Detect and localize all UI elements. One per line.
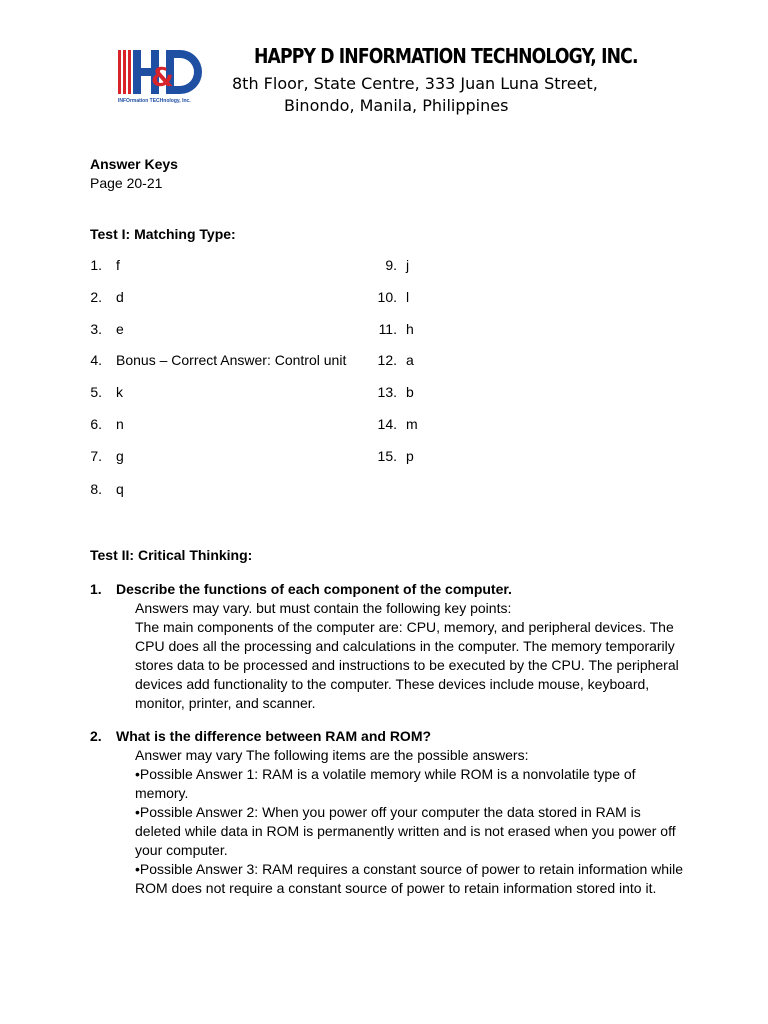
item-answer: q <box>116 481 124 497</box>
item-number: 14. <box>377 416 397 432</box>
item-answer: d <box>116 289 124 305</box>
item-number: 15. <box>377 448 397 464</box>
logo-tagline: INFOrmation TECHnology, Inc. <box>118 98 191 104</box>
item-number: 13. <box>377 384 397 400</box>
answer-line: memory. <box>135 785 189 801</box>
answer-line: monitor, printer, and scanner. <box>135 695 316 711</box>
address-line-1: 8th Floor, State Centre, 333 Juan Luna Street, <box>232 74 598 93</box>
company-logo <box>118 46 210 112</box>
answer-line: •Possible Answer 2: When you power off your computer the data stored in RAM is <box>135 804 641 820</box>
address-line-2: Binondo, Manila, Philippines <box>284 96 509 115</box>
test1-heading: Test I: Matching Type: <box>90 226 236 242</box>
item-answer: j <box>406 257 410 273</box>
q2-question: What is the difference between RAM and ROM? <box>116 728 432 744</box>
item-number: 12. <box>377 352 397 368</box>
item-answer: e <box>116 321 124 337</box>
item-number: 1. <box>90 257 102 273</box>
page-range: Page 20-21 <box>90 175 163 191</box>
item-number: 2. <box>90 289 102 305</box>
answer-line: ROM does not require a constant source of power to retain information stored into it. <box>135 880 657 896</box>
item-answer: h <box>406 321 414 337</box>
item-number: 9. <box>385 257 397 273</box>
item-answer: g <box>116 448 124 464</box>
item-number: 7. <box>90 448 102 464</box>
item-answer: k <box>116 384 123 400</box>
item-number: 11. <box>378 321 397 337</box>
answer-line: •Possible Answer 1: RAM is a volatile memory while ROM is a nonvolatile type of <box>135 766 636 782</box>
item-number: 8. <box>90 481 102 497</box>
q2-number: 2. <box>90 728 102 744</box>
item-number: 3. <box>90 321 102 337</box>
answer-line: your computer. <box>135 842 228 858</box>
item-answer: a <box>406 352 414 368</box>
answer-line: Answer may vary The following items are the possible answers: <box>135 747 529 763</box>
doc-title: Answer Keys <box>90 156 178 172</box>
item-answer: p <box>406 448 414 464</box>
q1-number: 1. <box>90 581 102 597</box>
q2-answer <box>135 746 695 898</box>
q1-question: Describe the functions of each component of the computer. <box>116 581 512 597</box>
item-answer: l <box>406 289 410 305</box>
item-answer: Bonus – Correct Answer: Control unit <box>116 352 347 368</box>
answer-line: Answers may vary. but must contain the following key points: <box>135 600 512 616</box>
item-answer: n <box>116 416 124 432</box>
item-number: 5. <box>90 384 102 400</box>
item-number: 4. <box>90 352 102 368</box>
answer-line: CPU does all the processing and calculations in the computer. The memory temporarily <box>135 638 675 654</box>
item-answer: b <box>406 384 414 400</box>
answer-line: •Possible Answer 3: RAM requires a constant source of power to retain information while <box>135 861 684 877</box>
item-answer: m <box>406 416 418 432</box>
item-number: 6. <box>90 416 102 432</box>
svg-text:&: & <box>151 63 174 93</box>
test2-heading: Test II: Critical Thinking: <box>90 547 253 563</box>
answer-line: stores data to be processed and instructions to be executed by the CPU. The peripheral <box>135 657 679 673</box>
answer-line: deleted while data in ROM is permanently written and is not erased when you power off <box>135 823 676 839</box>
q1-answer <box>135 599 695 713</box>
answer-line: The main components of the computer are: CPU, memory, and peripheral devices. The <box>135 619 674 635</box>
company-name: HAPPY D INFORMATION TECHNOLOGY, INC. <box>254 44 638 68</box>
item-number: 10. <box>377 289 397 305</box>
answer-line: devices add functionality to the computer. These devices include mouse, keyboard, <box>135 676 650 692</box>
item-answer: f <box>116 257 120 273</box>
